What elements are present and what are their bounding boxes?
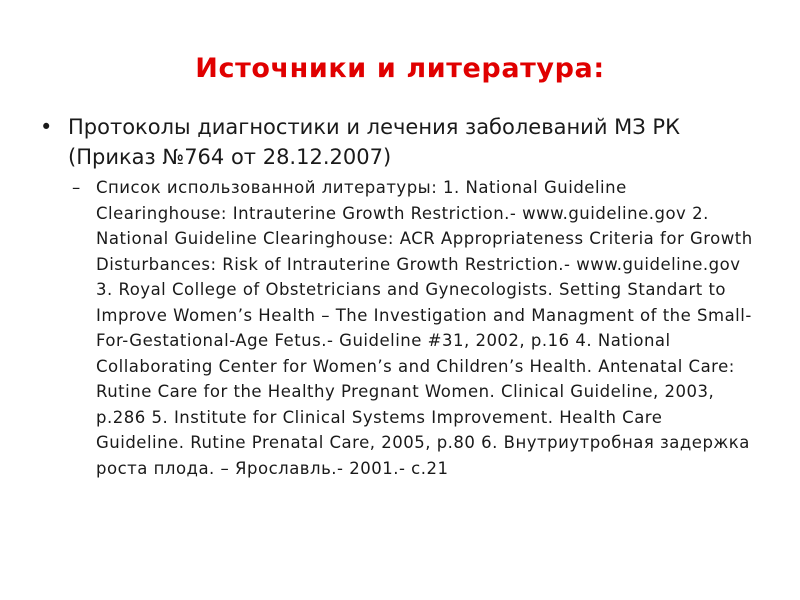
- bullet-marker: •: [40, 115, 53, 139]
- sub-bullet-marker: –: [72, 178, 81, 197]
- slide-title: Источники и литература:: [195, 53, 605, 85]
- references-list: Список использованной литературы: 1. National Guideline Clearinghouse: Intrauterine Growth Restriction.- www.guideline.gov 2. National Guideline Clearinghouse: ACR Appropriateness Criteria for Growth Disturbances: Risk of Intrauterine Growth Restriction.- www.guideline.gov 3. Royal College of Obstetricians and Gynecologists. Setting Standart to Improve Women’s Health – The Investigation and Managment of the Small-For-Gestational-Age Fetus.- Guideline #31, 2002, p.16 4. National Collaborating Center for Women’s and Children’s Health. Antenatal Care: Rutine Care for the Healthy Pregnant Women. Clinical Guideline, 2003, p.286 5. Institute for Clinical Systems Improvement. Health Care Guideline. Rutine Prenatal Care, 2005, p.80 6. Внутриутробная задержка роста плода. – Ярославль.- 2001.- c.21: [96, 178, 753, 478]
- bullet-text: Протоколы диагностики и лечения заболеваний МЗ РК (Приказ №764 от 28.12.2007): [68, 115, 680, 169]
